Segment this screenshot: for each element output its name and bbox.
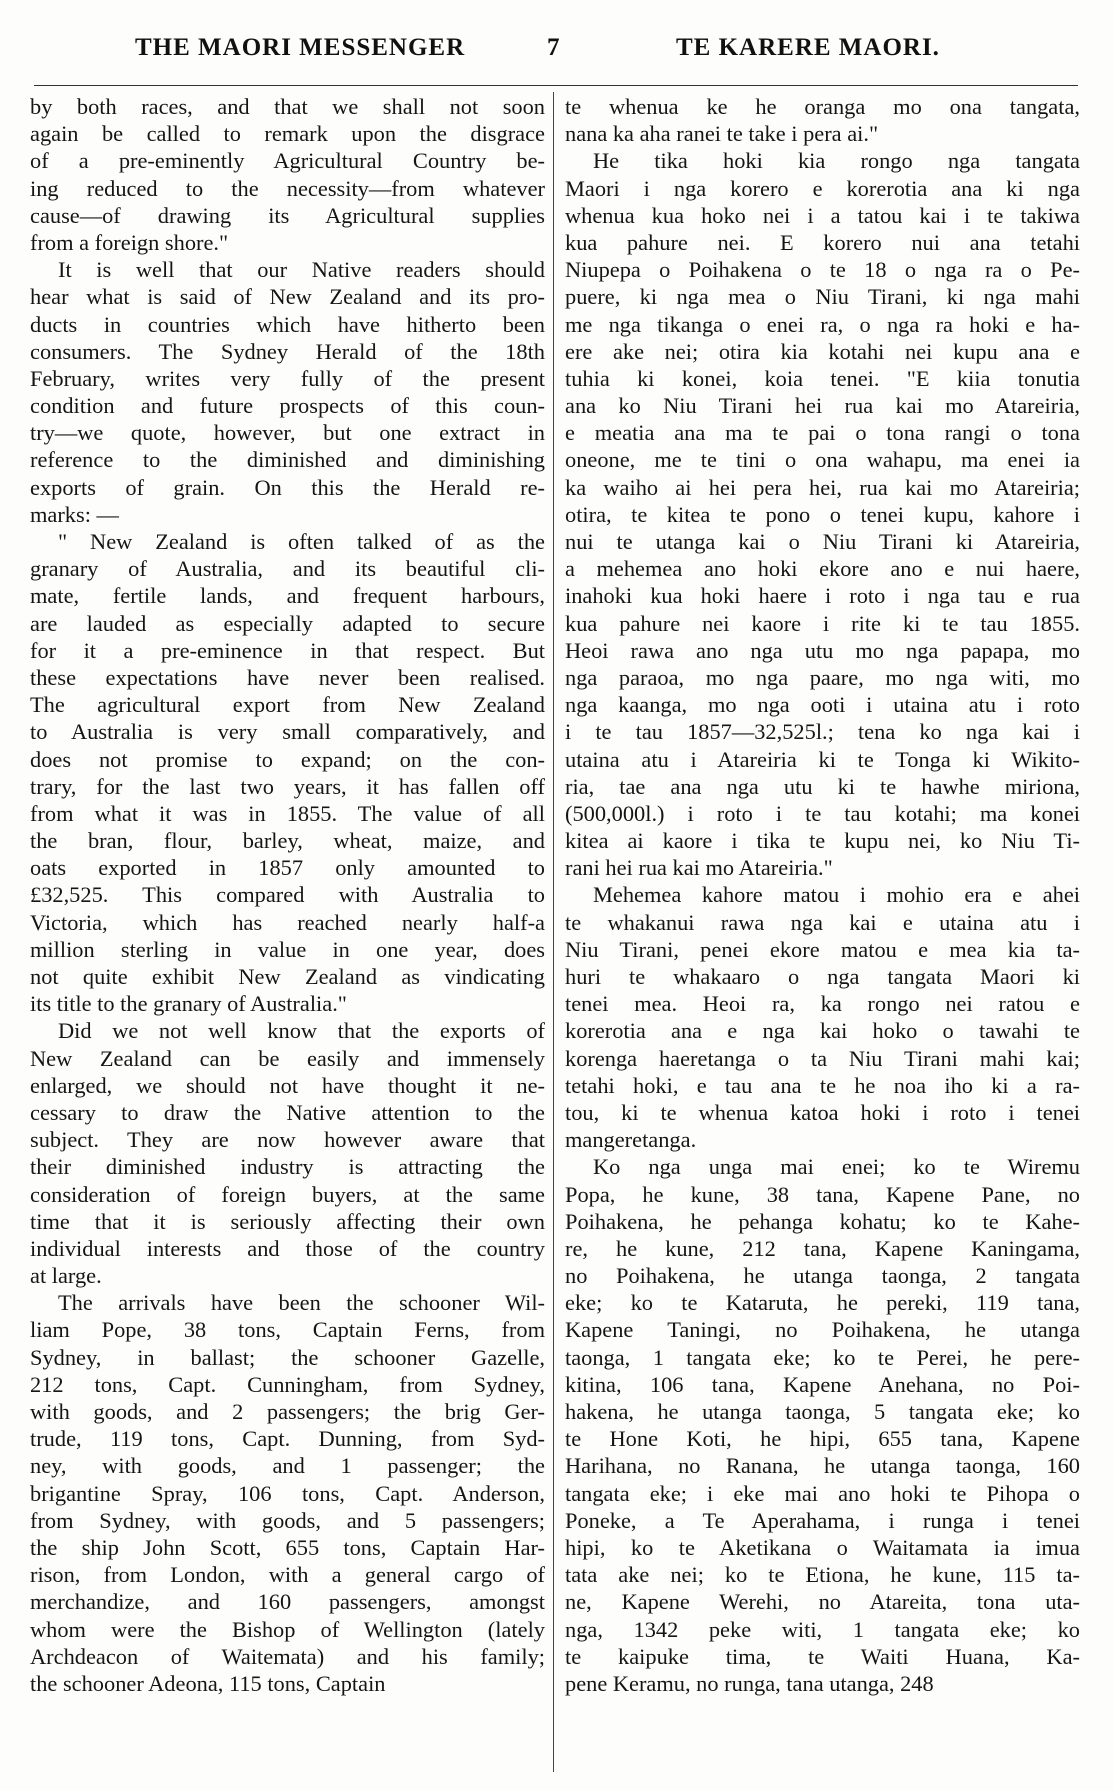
maori-column-text-line: korerotia ana e nga kai hoko o tawahi te [565, 1018, 1080, 1044]
english-column-text-line: these expectations have never been realised. [30, 664, 545, 690]
english-column-text-line: try—we quote, however, but one extract in [30, 420, 545, 446]
english-column-text-line: again be called to remark upon the disgrace [30, 121, 545, 147]
maori-column-text-line: re, he kune, 212 tana, Kapene Kaningama, [565, 1235, 1080, 1261]
maori-column-text-line: te whakanui rawa nga kai e utaina atu i [565, 909, 1080, 935]
english-column-text-line: from what it was in 1855. The value of all [30, 800, 545, 826]
english-column-text-line: consumers. The Sydney Herald of the 18th [30, 338, 545, 364]
maori-column-text-line: tata ake nei; ko te Etiona, he kune, 115 ta- [565, 1562, 1080, 1588]
maori-column-text-line: kitina, 106 tana, Kapene Anehana, no Poi- [565, 1371, 1080, 1397]
english-column-text-line: cause—of drawing its Agricultural supplies [30, 202, 545, 228]
english-column-text-line: The arrivals have been the schooner Wil- [58, 1290, 545, 1316]
maori-column-text-line: utaina atu i Atareiria ki te Tonga ki Wikito- [565, 746, 1080, 772]
english-column-text-line: Victoria, which has reached nearly half-a [30, 909, 545, 935]
english-column-text-line: by both races, and that we shall not soon [30, 94, 545, 119]
english-column-text-line: cessary to draw the Native attention to the [30, 1099, 545, 1125]
maori-column-text-line: Poneke, a Te Aperahama, i runga i tenei [565, 1507, 1080, 1533]
english-column-text-line: the schooner Adeona, 115 tons, Captain [30, 1670, 386, 1696]
maori-column-text-line: kua pahure nei kaore i rite ki te tau 1855. [565, 610, 1080, 636]
english-column-text-line: from Sydney, with goods, and 5 passengers; [30, 1507, 545, 1533]
english-column-text-line: trude, 119 tons, Capt. Dunning, from Syd- [30, 1426, 545, 1452]
english-column-text-line: ney, with goods, and 1 passenger; the [30, 1453, 545, 1479]
english-column [30, 93, 545, 1697]
english-column-text-line: time that it is seriously affecting their own [30, 1208, 545, 1234]
english-column-text-line: at large. [30, 1263, 102, 1289]
english-column-text-line: whom were the Bishop of Wellington (lately [30, 1616, 545, 1642]
english-column-text-line: the bran, flour, barley, wheat, maize, and [30, 828, 545, 854]
maori-column-text-line: te Hone Koti, he hipi, 655 tana, Kapene [565, 1426, 1080, 1452]
maori-column-text-line: te whenua ke he oranga mo ona tangata, [565, 94, 1080, 119]
english-column-text-line: subject. They are now however aware that [30, 1127, 545, 1153]
maori-column-text-line: hipi, ko te Aketikana o Waitamata ia imua [565, 1534, 1080, 1560]
english-column-text-line: It is well that our Native readers should [58, 257, 545, 283]
maori-column-text-line: korenga haeretanga o ta Niu Tirani mahi kai; [565, 1045, 1080, 1071]
english-column-text-line: enlarged, we should not have thought it ne- [30, 1072, 545, 1098]
english-column-text-line: individual interests and those of the country [30, 1235, 545, 1261]
maori-column-text-line: Niupepa o Poihakena o te 18 o nga ra o Pe- [565, 257, 1080, 283]
english-column-text-line: 212 tons, Capt. Cunningham, from Sydney, [30, 1371, 545, 1397]
maori-column-text-line: Maori i nga korero e korerotia ana ki nga [565, 175, 1080, 201]
english-column-text-line: liam Pope, 38 tons, Captain Ferns, from [30, 1317, 545, 1343]
maori-column-text-line: nui te utanga kai o Niu Tirani ki Atareiria, [565, 529, 1080, 554]
maori-column-text-line: nga paraoa, mo nga paare, mo nga witi, mo [565, 664, 1080, 690]
maori-column-text-line: puere, ki nga mea o Niu Tirani, ki nga mahi [565, 284, 1080, 310]
maori-column-text-line: i te tau 1857—32,525l.; tena ko nga kai i [565, 719, 1080, 745]
english-column-text-line: reference to the diminished and diminishing [30, 447, 545, 473]
english-column-text-line: consideration of foreign buyers, at the same [30, 1181, 545, 1207]
maori-column-text-line: oneone, me te tini o ona wahapu, ma enei ia [565, 447, 1080, 473]
maori-column-text-line: mangeretanga. [565, 1127, 697, 1153]
english-column-text-line: marks: — [30, 501, 119, 527]
english-column-text-line: brigantine Spray, 106 tons, Capt. Anderson, [30, 1480, 545, 1506]
maori-column-text-line: ka waiho ai hei pera hei, rua kai mo Atareiria; [565, 474, 1080, 500]
english-column-text-line: Did we not well know that the exports of [58, 1018, 545, 1044]
maori-column-text-line: tetahi hoki, e tau ana te he noa iho ki a ra- [565, 1072, 1080, 1098]
maori-column-text-line: otira, te kitea te pono o tenei kupu, kahore i [565, 501, 1080, 527]
maori-column-text-line: whenua kua hoko nei i a tatou kai i te takiwa [565, 202, 1080, 228]
maori-column-text-line: nga kaanga, mo nga ooti i utaina atu i roto [565, 692, 1080, 718]
english-column-text-line: rison, from London, with a general cargo of [30, 1562, 545, 1588]
english-column-text-line: condition and future prospects of this coun- [30, 393, 545, 419]
english-column-text-line: are lauded as especially adapted to secure [30, 610, 545, 636]
english-column-text-line: New Zealand can be easily and immensely [30, 1045, 545, 1071]
english-column-text-line: the ship John Scott, 655 tons, Captain Har- [30, 1534, 545, 1560]
maori-column-text-line: tou, ki te whenua katoa hoki i roto i tenei [565, 1099, 1080, 1125]
maori-column-text-line: (500,000l.) i roto i te tau kotahi; ma konei [565, 800, 1080, 826]
english-column-text-line: ing reduced to the necessity—from whatever [30, 175, 545, 201]
maori-column-text-line: Popa, he kune, 38 tana, Kapene Pane, no [565, 1181, 1080, 1207]
english-column-text-line: ducts in countries which have hitherto been [30, 311, 545, 337]
english-column-text-line: hear what is said of New Zealand and its pro- [30, 284, 545, 310]
english-column-text-line: does not promise to expand; on the con- [30, 746, 545, 772]
maori-column-text-line: me nga tikanga o enei ra, o nga ra hoki e ha- [565, 311, 1080, 337]
maori-masthead-title: TE KARERE MAORI. [676, 34, 940, 61]
maori-column-text-line: pene Keramu, no runga, tana utanga, 248 [565, 1670, 934, 1696]
maori-column-text-line: no Poihakena, he utanga taonga, 2 tangata [565, 1263, 1080, 1289]
maori-column-text-line: hakena, he utanga taonga, 5 tangata eke; ko [565, 1399, 1080, 1424]
maori-column-text-line: a mehemea ano hoki ekore ano e nui haere, [565, 556, 1080, 582]
maori-column-text-line: ne, Kapene Werehi, no Atareita, tona uta- [565, 1589, 1080, 1615]
maori-column-text-line: kitea ai kaore i tika te kupu nei, ko Niu Ti- [565, 828, 1080, 854]
english-column-text-line: its title to the granary of Australia." [30, 991, 347, 1017]
maori-column-text-line: huri te whakaaro o nga tangata Maori ki [565, 964, 1080, 989]
english-column-text-line: of a pre-eminently Agricultural Country be- [30, 148, 545, 174]
english-column-text-line: The agricultural export from New Zealand [30, 692, 545, 718]
maori-column-text-line: Ko nga unga mai enei; ko te Wiremu [593, 1154, 1080, 1180]
english-column-text-line: " New Zealand is often talked of as the [58, 529, 545, 554]
english-column-text-line: merchandize, and 160 passengers, amongst [30, 1589, 545, 1615]
english-column-text-line: for it a pre-eminence in that respect. But [30, 637, 545, 663]
maori-column-text-line: Poihakena, he pehanga kohatu; ko te Kahe- [565, 1208, 1080, 1234]
maori-column-text-line: rani hei rua kai mo Atareiria." [565, 855, 833, 881]
maori-column-text-line: ana ko Niu Tirani hei rua kai mo Atareiria, [565, 393, 1080, 419]
maori-column-text-line: Mehemea kahore matou i mohio era e ahei [593, 882, 1080, 908]
english-column-text-line: not quite exhibit New Zealand as vindicating [30, 964, 545, 989]
english-column-text-line: with goods, and 2 passengers; the brig Ger- [30, 1399, 545, 1424]
maori-column-text-line: ria, tae ana nga utu ki te hawhe miriona, [565, 773, 1080, 799]
maori-column-text-line: nana ka aha ranei te take i pera ai." [565, 121, 879, 147]
maori-column-text-line: tangata eke; i eke mai ano hoki te Pihopa o [565, 1480, 1080, 1506]
maori-column-text-line: inahoki kua hoki haere i roto i nga tau e rua [565, 583, 1080, 609]
maori-column-text-line: eke; ko te Kataruta, he pereki, 119 tana, [565, 1290, 1080, 1316]
maori-column-text-line: e meatia ana ma te pai o tona rangi o tona [565, 420, 1080, 446]
english-column-text-line: Sydney, in ballast; the schooner Gazelle, [30, 1344, 545, 1370]
english-column-text-line: exports of grain. On this the Herald re- [30, 474, 545, 500]
english-column-text-line: from a foreign shore." [30, 229, 229, 255]
maori-column-text-line: Harihana, no Ranana, he utanga taonga, 160 [565, 1453, 1080, 1479]
english-column-text-line: to Australia is very small comparatively, and [30, 719, 545, 745]
english-column-text-line: trary, for the last two years, it has fallen off [30, 773, 545, 799]
english-column-text-line: mate, fertile lands, and frequent harbours, [30, 583, 545, 609]
english-column-text-line: oats exported in 1857 only amounted to [30, 855, 545, 881]
english-column-text-line: granary of Australia, and its beautiful cli- [30, 556, 545, 582]
english-column-text-line: February, writes very fully of the present [30, 365, 545, 391]
maori-column-text-line: tenei mea. Heoi ra, ka rongo nei ratou e [565, 991, 1080, 1017]
header-rule [34, 85, 1078, 86]
maori-column-text-line: kua pahure nei. E korero nui ana tetahi [565, 229, 1080, 255]
maori-column-text-line: ere ake nei; otira kia kotahi nei kupu ana e [565, 338, 1080, 364]
english-column-text-line: £32,525. This compared with Australia to [30, 882, 545, 908]
column-divider [553, 92, 554, 1772]
maori-column-text-line: Kapene Taningi, no Poihakena, he utanga [565, 1317, 1080, 1343]
maori-column-text-line: te kaipuke tima, te Waiti Huana, Ka- [565, 1643, 1080, 1669]
maori-column-text-line: Heoi rawa ano nga utu mo nga papapa, mo [565, 637, 1080, 663]
maori-column [565, 93, 1080, 1697]
english-masthead-title: THE MAORI MESSENGER [135, 34, 466, 61]
page-header [0, 34, 1114, 70]
maori-column-text-line: tuhia ki konei, koia tenei. "E kiia tonutia [565, 365, 1080, 391]
maori-column-text-line: nga, 1342 peke witi, 1 tangata eke; ko [565, 1616, 1080, 1642]
page-number: 7 [547, 34, 561, 61]
english-column-text-line: their diminished industry is attracting the [30, 1154, 545, 1180]
english-column-text-line: Archdeacon of Waitemata) and his family; [30, 1643, 545, 1669]
maori-column-text-line: He tika hoki kia rongo nga tangata [593, 148, 1080, 174]
english-column-text-line: million sterling in value in one year, does [30, 936, 545, 962]
maori-column-text-line: taonga, 1 tangata eke; ko te Perei, he pere- [565, 1344, 1080, 1370]
maori-column-text-line: Niu Tirani, penei ekore matou e mea kia ta- [565, 936, 1080, 962]
